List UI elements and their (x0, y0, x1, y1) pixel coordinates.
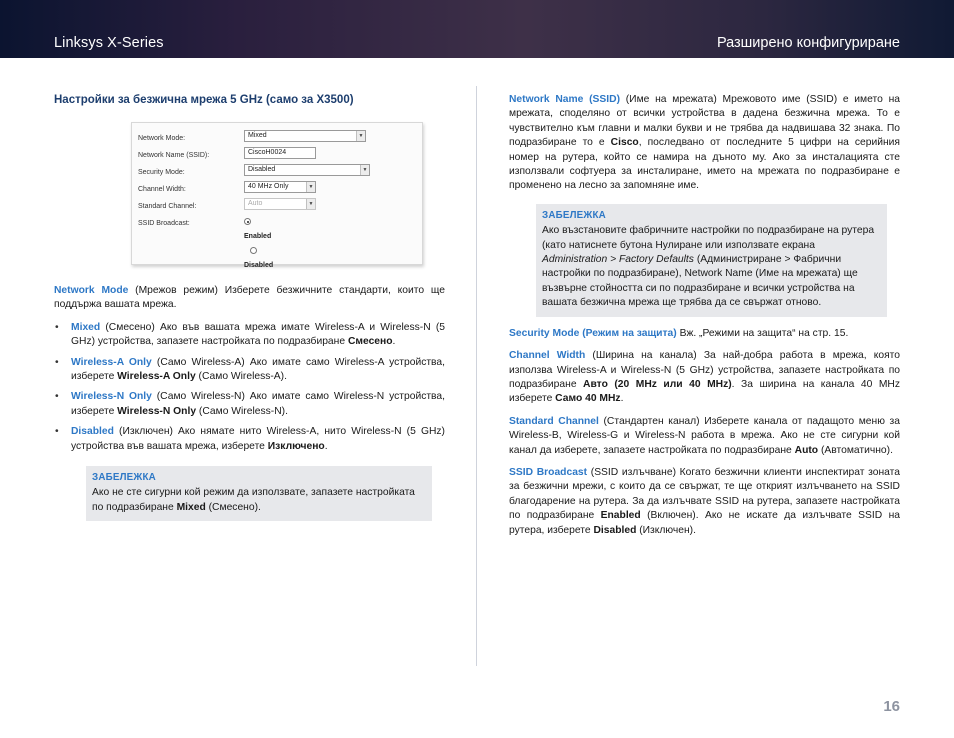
note-title: ЗАБЕЛЕЖКА (92, 472, 156, 484)
term: Standard Channel (509, 415, 599, 427)
mode-bullet-list (54, 321, 445, 454)
item-text-end: (Само Wireless-A). (195, 371, 287, 383)
paragraph-text: (Стандартен канал) Изберете канала от падащото меню за Wireless-B, Wireless-G и Wireless-N работа в мрежа. Ако не сте сигурни кой канал да изберете, запазете настройката по подразбиране (509, 415, 900, 456)
chevron-down-icon: ▼ (360, 165, 369, 175)
paragraph-text: (SSID излъчване) Когато безжични клиенти инспектират зоната за безжични мрежи, с които да се свържат, те ще открият излъчването на SSID благодарение на рутера. За да излъчвате SSID на рутера, запазете настройката по подразбиране (509, 466, 900, 522)
paragraph-bold-2: Само 40 MHz (555, 393, 621, 405)
paragraph-text-end: (Автоматично). (818, 444, 893, 456)
paragraph-text: (Име на мрежата) Мрежовото име (SSID) е името на мрежата, споделяно от всички устройства в дадена безжична мрежа. То е чувствително към главни и малки букви и не трябва да надвишава 32 знака. По подразбиране то е (509, 94, 900, 149)
section-title: Настройки за безжична мрежа 5 GHz (само за X3500) (54, 94, 354, 106)
note-bold: Mixed (176, 501, 206, 513)
radio-selected-icon (244, 218, 251, 225)
product-title: Linksys X-Series (54, 35, 164, 51)
note-text-end: (Администриране > Фабрични настройки по подразбиране), Network Name (Име на мрежата) ще възвърне стойността си по подразбиране и всички устройства на вашата безжична мрежа ще трябва да се свържат отново. (542, 254, 858, 309)
paragraph-text: (Мрежов режим) Изберете безжичните стандарти, които ще поддържа вашата мрежа. (54, 285, 445, 311)
page-number: 16 (883, 698, 900, 715)
item-bold: Wireless-A Only (117, 371, 196, 383)
select-value: Auto (248, 200, 263, 207)
channel-width-paragraph (509, 349, 900, 407)
term: Channel Width (509, 350, 586, 362)
note-box (86, 466, 432, 521)
standard-channel-select (244, 198, 316, 210)
select-value: Disabled (248, 166, 276, 173)
select-value: 40 MHz Only (248, 183, 289, 190)
paragraph-text-end: . (620, 393, 624, 405)
network-mode-paragraph (54, 284, 445, 313)
item-bold: Изключено (267, 440, 325, 452)
chapter-title: Разширено конфигуриране (716, 35, 900, 51)
channel-width-select (244, 181, 316, 193)
radio-disabled-label: Disabled (244, 262, 274, 270)
ssid-field (244, 147, 316, 159)
item-text-end: . (324, 440, 328, 452)
column-divider (476, 86, 477, 666)
right-column (509, 93, 900, 546)
list-item (54, 390, 445, 419)
term: Wireless-A Only (71, 356, 152, 368)
screenshot-label: Network Mode: (138, 135, 186, 142)
term: Network Name (SSID) (509, 94, 621, 105)
note-text-start: Ако не сте сигурни кой режим да използвате, запазете настройката по подразбиране (92, 487, 415, 513)
term: Disabled (71, 426, 114, 438)
standard-channel-paragraph (509, 415, 900, 458)
item-text: (Смесено) Ако във вашата мрежа имате Wireless-A и Wireless-N (5 GHz) устройства, запазете настройката по подразбиране (71, 321, 445, 348)
item-text: (Изключен) Ако нямате нито Wireless-A, нито Wireless-N (5 GHz) устройства във вашата мрежа, изберете (71, 426, 445, 452)
note-title: ЗАБЕЛЕЖКА (542, 209, 606, 221)
list-item (54, 321, 445, 350)
screenshot-label: Channel Width: (138, 186, 186, 193)
network-mode-select (244, 130, 366, 142)
paragraph-text-mid: (Включен). Ако не искате да излъчвате SSID на рутера, изберете (509, 510, 900, 536)
field-value: CiscoH0024 (248, 149, 287, 156)
ssid-broadcast-radio-group (244, 216, 273, 274)
select-value: Mixed (248, 132, 267, 139)
paragraph-text-end: , последвано от последните 5 цифри на серийния номер на рутера, който се намира на дъното му. Ако за инсталацията сте използвали софтуера за инсталиране, името на мрежата по подразбиране е променено на лесно за запомняне име. (509, 137, 901, 192)
item-text-end: . (392, 336, 396, 348)
term: Mixed (71, 321, 101, 333)
page-header (0, 0, 954, 58)
paragraph-text: (Ширина на канала) За най-добра работа в мрежа, която използва Wireless-A и Wireless-N (5 GHz) устройства, запазете настройката по подразбиране (509, 350, 901, 390)
chevron-down-icon: ▼ (356, 131, 365, 141)
note-text (542, 224, 881, 310)
screenshot-label: Security Mode: (138, 169, 185, 176)
security-paragraph (509, 327, 900, 341)
paragraph-bold: Enabled (600, 510, 641, 522)
paragraph-text-mid: . За ширина на канала 40 MHz изберете (509, 378, 901, 405)
screenshot-label: SSID Broadcast: (138, 220, 190, 227)
screenshot-label: Standard Channel: (138, 203, 197, 210)
chevron-down-icon: ▼ (306, 199, 315, 209)
paragraph-bold-2: Disabled (593, 524, 637, 536)
ssid-broadcast-paragraph (509, 466, 900, 538)
note-italic: Administration > Factory Defaults (542, 254, 694, 266)
list-item (54, 356, 445, 385)
note-text (92, 486, 426, 515)
term: Wireless-N Only (71, 391, 152, 403)
item-text: (Само Wireless-N) Ако имате само Wireless-N устройства, изберете (71, 391, 445, 417)
item-bold: Wireless-N Only (117, 405, 197, 417)
screenshot-label: Network Name (SSID): (138, 152, 210, 159)
item-text-end: (Само Wireless-N). (196, 405, 288, 417)
paragraph-bold: Cisco (610, 137, 639, 149)
list-item (54, 425, 445, 454)
paragraph-bold: Авто (20 MHz или 40 MHz) (583, 378, 732, 390)
radio-empty-icon (250, 247, 257, 254)
paragraph-bold: Auto (794, 444, 819, 456)
radio-enabled-label: Enabled (244, 233, 272, 241)
chevron-down-icon: ▼ (306, 182, 315, 192)
term: Network Mode (54, 285, 129, 296)
item-text: (Само Wireless-A) Ако имате само Wireless-A устройства, изберете (71, 356, 445, 383)
note-box (536, 204, 887, 317)
left-column (54, 93, 445, 521)
paragraph-text: Вж. „Режими на защита“ на стр. 15. (676, 327, 849, 339)
security-mode-select (244, 164, 370, 176)
term: Security Mode (Режим на защита) (509, 327, 677, 339)
note-text-start: Ако възстановите фабричните настройки по подразбиране на рутера (като натиснете бутона Нулиране или използвате екрана (542, 225, 875, 251)
note-text-end: (Смесено). (205, 501, 261, 513)
item-bold: Смесено (347, 336, 393, 348)
settings-screenshot (131, 122, 423, 270)
ssid-paragraph (509, 93, 900, 194)
term: SSID Broadcast (509, 466, 588, 478)
paragraph-text-end: (Изключен). (636, 524, 696, 536)
